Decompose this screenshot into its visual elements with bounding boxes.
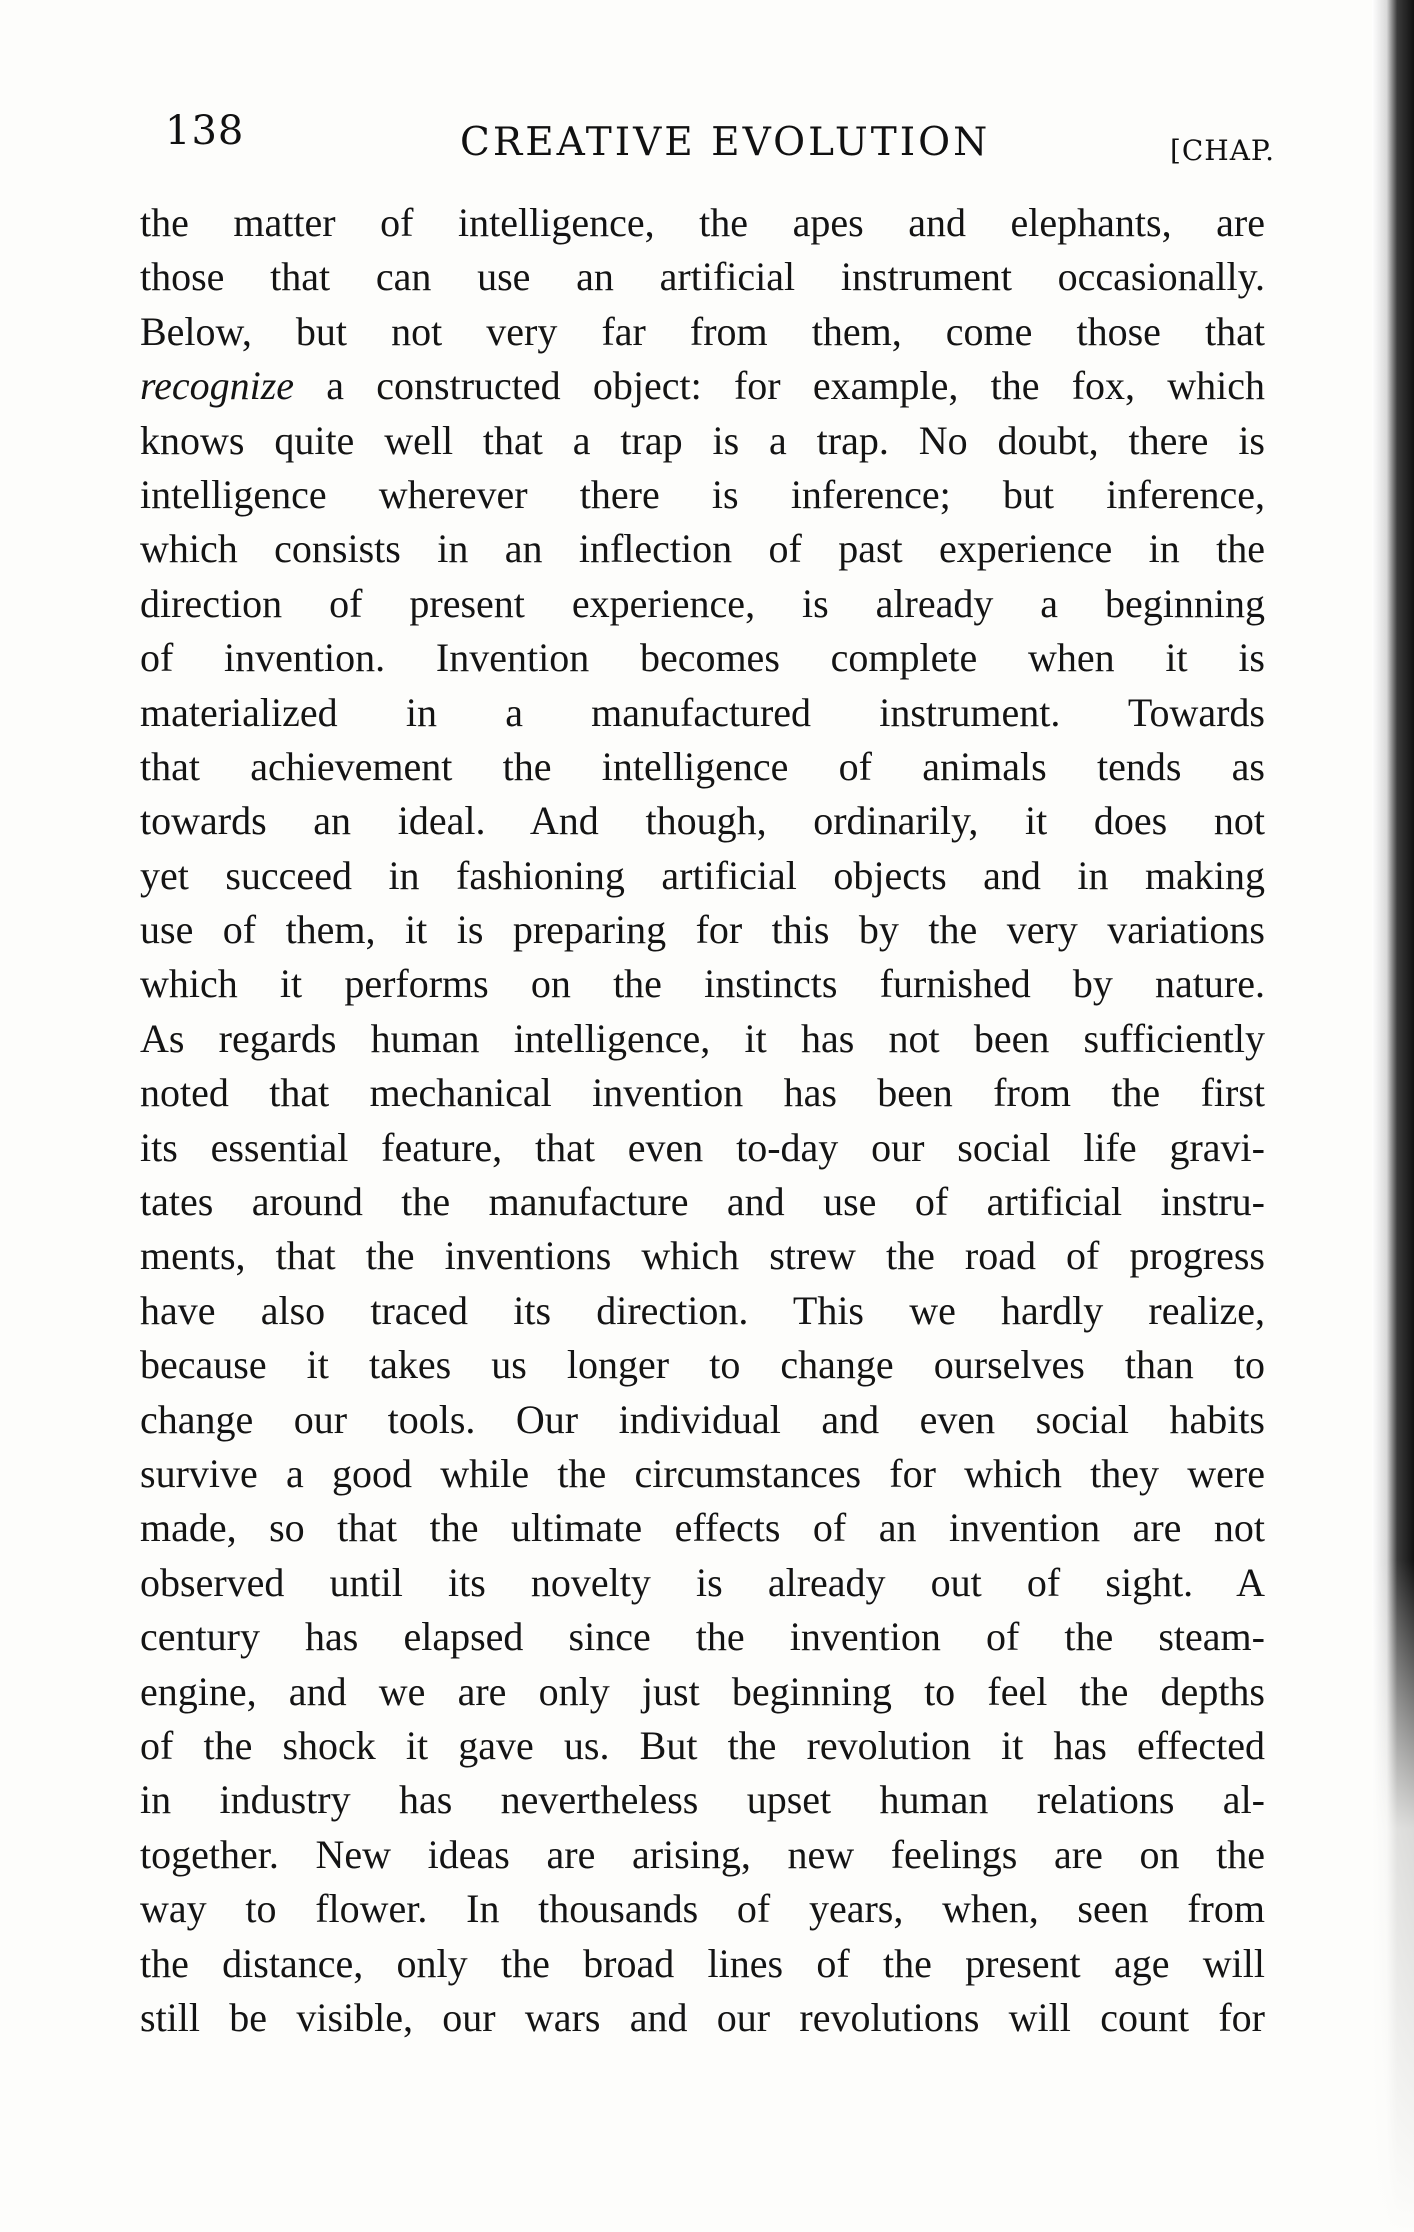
text-line: materialized in a manufactured instrument. Towards — [140, 689, 1265, 735]
page-header — [165, 108, 1275, 178]
text-line: in industry has nevertheless upset human relations al- — [140, 1777, 1265, 1823]
text-line: use of them, it is preparing for this by the very variations — [140, 907, 1265, 953]
text-line: of invention. Invention becomes complete when it is — [140, 635, 1265, 681]
text-line: which consists in an inflection of past experience in the — [140, 526, 1265, 572]
text-line: that achievement the intelligence of animals tends as — [140, 743, 1265, 789]
text-line: engine, and we are only just beginning to feel the depths — [140, 1668, 1265, 1714]
text-line: because it takes us longer to change ourselves than to — [140, 1342, 1265, 1388]
text-line: made, so that the ultimate effects of an invention are not — [140, 1505, 1265, 1551]
text-line: have also traced its direction. This we hardly realize, — [140, 1287, 1265, 1333]
text-line: the distance, only the broad lines of the present age will — [140, 1940, 1265, 1986]
text-line: direction of present experience, is already a beginning — [140, 580, 1265, 626]
chapter-marker: [CHAP. — [1169, 134, 1275, 167]
text-line: those that can use an artificial instrument occasionally. — [140, 254, 1265, 300]
text-line: change our tools. Our individual and even social habits — [140, 1396, 1265, 1442]
text-line: of the shock it gave us. But the revolution it has effected — [140, 1722, 1265, 1768]
text-line: century has elapsed since the invention of the steam- — [140, 1614, 1265, 1660]
text-line: towards an ideal. And though, ordinarily, it does not — [140, 798, 1265, 844]
text-line: which it performs on the instincts furnished by nature. — [140, 961, 1265, 1007]
text-line: As regards human intelligence, it has not been sufficiently — [140, 1015, 1265, 1061]
text-line: survive a good while the circumstances for which they were — [140, 1450, 1265, 1496]
running-head-title: CREATIVE EVOLUTION — [460, 120, 991, 165]
text-line: ments, that the inventions which strew the road of progress — [140, 1233, 1265, 1279]
text-line: the matter of intelligence, the apes and elephants, are — [140, 200, 1265, 245]
text-line — [140, 359, 1265, 413]
body-text — [140, 196, 1265, 2045]
text-line: knows quite well that a trap is a trap. No doubt, there is — [140, 417, 1265, 463]
text-line: together. New ideas are arising, new feelings are on the — [140, 1831, 1265, 1877]
italic-word: recognize — [140, 363, 295, 409]
page-number: 138 — [165, 108, 245, 154]
text-line: noted that mechanical invention has been from the first — [140, 1070, 1265, 1116]
text-line: yet succeed in fashioning artificial objects and in making — [140, 852, 1265, 898]
text-line-rest: a constructed object: for example, the fox, which — [326, 363, 1265, 409]
text-line: way to flower. In thousands of years, when, seen from — [140, 1886, 1265, 1932]
text-line: tates around the manufacture and use of artificial instru- — [140, 1179, 1265, 1225]
text-line: Below, but not very far from them, come those that — [140, 308, 1265, 354]
text-line: still be visible, our wars and our revolutions will count for — [140, 1994, 1265, 2040]
text-line: observed until its novelty is already out of sight. A — [140, 1559, 1265, 1605]
text-line: intelligence wherever there is inference; but inference, — [140, 471, 1265, 517]
text-line: its essential feature, that even to-day our social life gravi- — [140, 1124, 1265, 1170]
binding-shadow-fade — [1372, 1560, 1414, 2232]
